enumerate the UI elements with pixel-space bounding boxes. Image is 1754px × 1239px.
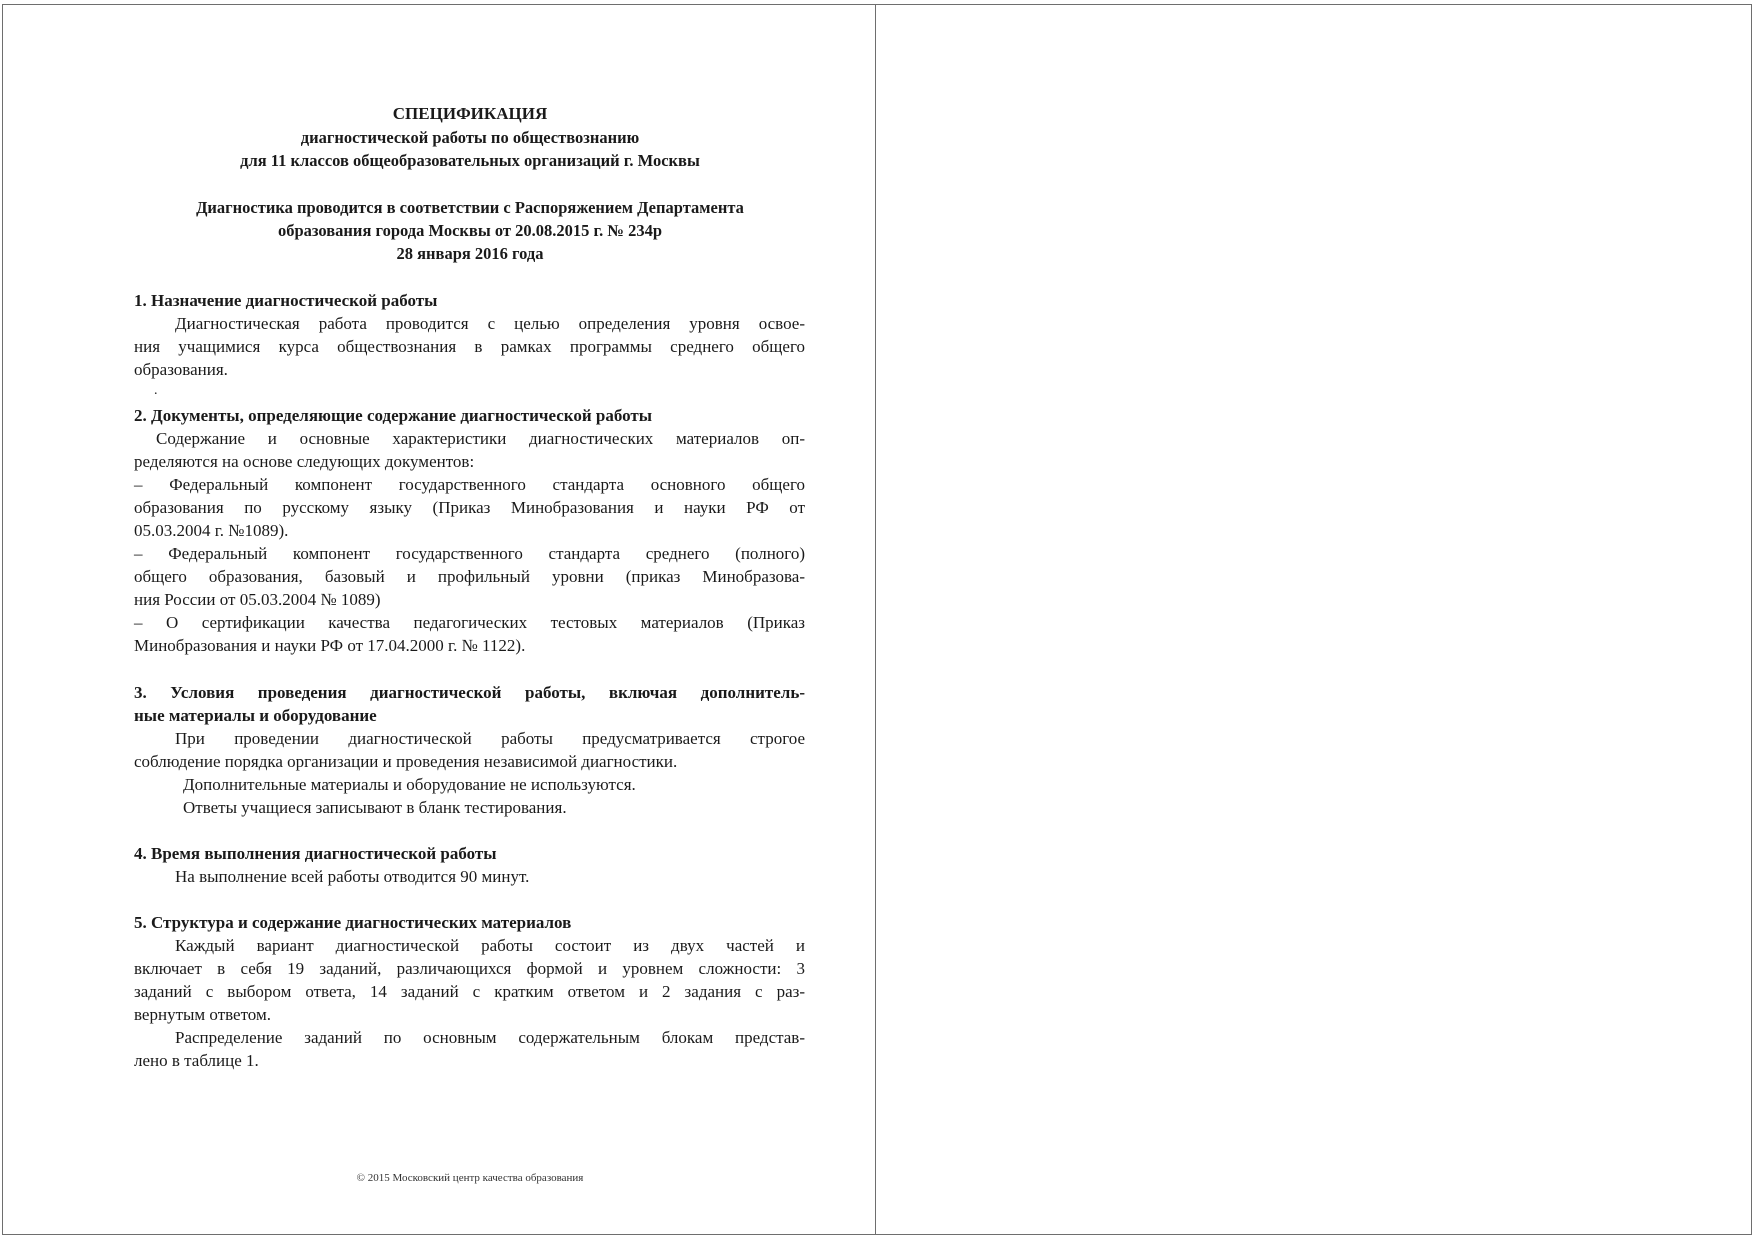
section-5-text-line2: включает в себя 19 заданий, различающихся формой и уровнем сложности: 3 <box>134 959 805 978</box>
order-reference-line1: Диагностика проводится в соответствии с Распоряжением Департамента <box>196 198 744 217</box>
section-2-heading: 2. Документы, определяющие содержание диагностической работы <box>134 406 653 425</box>
right-page-blank <box>877 0 1754 1239</box>
section-3-text-line1: При проведении диагностической работы предусматривается строгое <box>175 729 805 748</box>
left-page <box>0 0 876 1239</box>
document-3-line2: Минобразования и науки РФ от 17.04.2000 г. № 1122). <box>134 636 526 655</box>
copyright-footer: © 2015 Московский центр качества образования <box>356 1172 584 1184</box>
section-4-heading: 4. Время выполнения диагностической работы <box>134 844 497 863</box>
document-2-line3: ния России от 05.03.2004 № 1089) <box>134 590 381 609</box>
section-1-text-line3: образования. <box>134 360 228 379</box>
stray-dot: . <box>154 383 158 398</box>
document-title: СПЕЦИФИКАЦИЯ <box>392 104 548 123</box>
document-1-line3: 05.03.2004 г. №1089). <box>134 521 289 540</box>
section-5-text-line5: Распределение заданий по основным содержательным блокам представ- <box>175 1028 805 1047</box>
document-date: 28 января 2016 года <box>396 244 544 263</box>
section-3-text-line3: Дополнительные материалы и оборудование не используются. <box>183 775 636 794</box>
document-subtitle-line2: для 11 классов общеобразовательных организаций г. Москвы <box>240 151 700 170</box>
section-1-text-line1: Диагностическая работа проводится с целью определения уровня освое- <box>175 314 805 333</box>
section-1-text-line2: ния учащимися курса обществознания в рамках программы среднего общего <box>134 337 805 356</box>
section-3-heading-line2: ные материалы и оборудование <box>134 706 377 725</box>
section-5-text-line1: Каждый вариант диагностической работы состоит из двух частей и <box>175 936 805 955</box>
section-2-intro-line2: ределяются на основе следующих документов: <box>134 452 475 471</box>
document-1-line2: образования по русскому языку (Приказ Минобразования и науки РФ от <box>134 498 805 517</box>
section-4-text: На выполнение всей работы отводится 90 минут. <box>175 867 530 886</box>
section-5-text-line6: лено в таблице 1. <box>134 1051 259 1070</box>
section-5-text-line4: вернутым ответом. <box>134 1005 271 1024</box>
section-1-heading: 1. Назначение диагностической работы <box>134 291 438 310</box>
document-subtitle-line1: диагностической работы по обществознанию <box>300 128 640 147</box>
section-5-text-line3: заданий с выбором ответа, 14 заданий с кратким ответом и 2 задания с раз- <box>134 982 805 1001</box>
document-1-line1: – Федеральный компонент государственного стандарта основного общего <box>134 475 805 494</box>
section-2-intro-line1: Содержание и основные характеристики диагностических материалов оп- <box>156 429 805 448</box>
document-3-line1: – О сертификации качества педагогических тестовых материалов (Приказ <box>134 613 805 632</box>
document-2-line2: общего образования, базовый и профильный уровни (приказ Минобразова- <box>134 567 805 586</box>
document-2-line1: – Федеральный компонент государственного стандарта среднего (полного) <box>134 544 805 563</box>
order-reference-line2: образования города Москвы от 20.08.2015 г. № 234р <box>277 221 663 240</box>
section-5-heading: 5. Структура и содержание диагностических материалов <box>134 913 572 932</box>
section-3-text-line4: Ответы учащиеся записывают в бланк тестирования. <box>183 798 567 817</box>
section-3-text-line2: соблюдение порядка организации и проведения независимой диагностики. <box>134 752 678 771</box>
section-3-heading-line1: 3. Условия проведения диагностической работы, включая дополнитель- <box>134 683 805 702</box>
